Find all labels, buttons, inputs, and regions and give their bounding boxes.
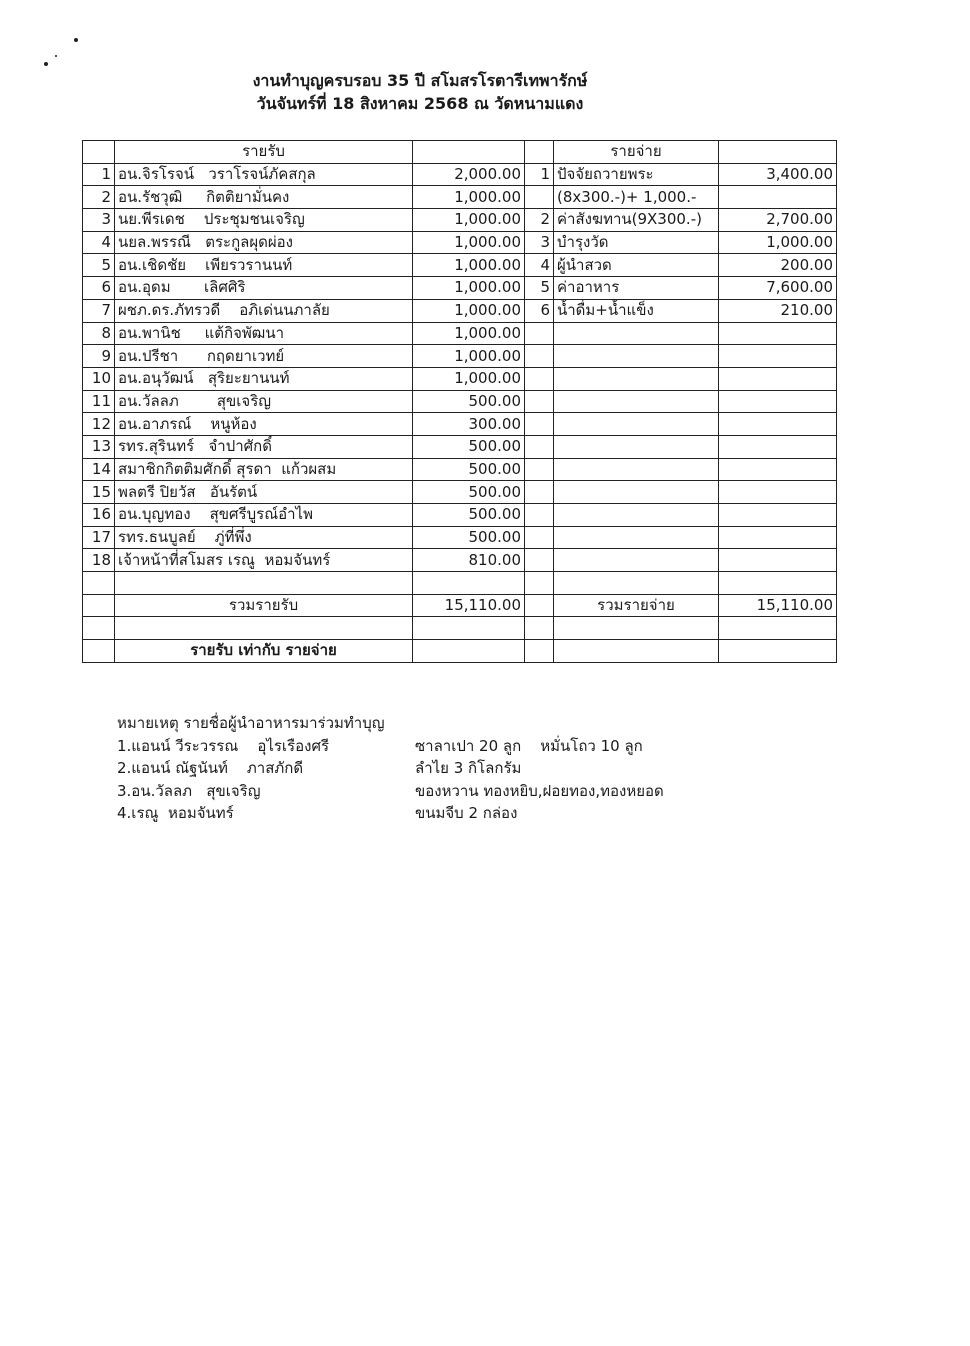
table-row — [83, 254, 837, 277]
income-amount: 500.00 — [413, 526, 525, 549]
income-row-number: 4 — [83, 231, 115, 254]
notes-heading: หมายเหตุ รายชื่อผู้นำอาหารมาร่วมทำบุญ — [117, 714, 385, 732]
income-donor-name: นยล.พรรณี ตระกูลผุดผ่อง — [115, 231, 413, 254]
empty-cell — [719, 481, 837, 504]
income-row-number: 15 — [83, 481, 115, 504]
empty-cell — [719, 526, 837, 549]
income-amount: 1,000.00 — [413, 367, 525, 390]
empty-cell — [525, 481, 554, 504]
table-row — [83, 209, 837, 232]
income-row-number: 9 — [83, 345, 115, 368]
table-row — [83, 277, 837, 300]
income-donor-name: อน.อนุวัฒน์ สุริยะยานนท์ — [115, 367, 413, 390]
income-amount: 500.00 — [413, 458, 525, 481]
income-donor-name: สมาชิกกิตติมศักดิ์ สุรดา แก้วผสม — [115, 458, 413, 481]
income-donor-name: อน.รัชวุฒิ กิตติยามั่นคง — [115, 186, 413, 209]
expense-row-number: 3 — [525, 231, 554, 254]
income-amount: 1,000.00 — [413, 254, 525, 277]
income-donor-name: รทร.สุรินทร์ จำปาศักดิ์ — [115, 435, 413, 458]
empty-cell — [719, 640, 837, 663]
empty-cell — [115, 617, 413, 640]
expense-amount-header — [719, 141, 837, 164]
empty-cell — [83, 640, 115, 663]
expense-amount: 3,400.00 — [719, 163, 837, 186]
empty-cell — [525, 435, 554, 458]
income-donor-name: อน.อุดม เลิศศิริ — [115, 277, 413, 300]
expense-no-header — [525, 141, 554, 164]
empty-cell — [719, 617, 837, 640]
income-amount: 500.00 — [413, 435, 525, 458]
income-donor-name: ผชภ.ดร.ภัทรวดี อภิเด่นนภาลัย — [115, 299, 413, 322]
empty-cell — [525, 640, 554, 663]
expense-row-number: 4 — [525, 254, 554, 277]
scan-speck — [55, 55, 57, 57]
empty-cell — [525, 367, 554, 390]
income-row-number: 14 — [83, 458, 115, 481]
income-amount: 1,000.00 — [413, 231, 525, 254]
income-donor-name: อน.บุญทอง สุขศรีบูรณ์อำไพ — [115, 504, 413, 527]
income-row-number: 13 — [83, 435, 115, 458]
income-row-number: 17 — [83, 526, 115, 549]
empty-cell — [719, 458, 837, 481]
empty-cell — [719, 572, 837, 595]
empty-cell — [719, 345, 837, 368]
empty-cell — [83, 617, 115, 640]
table-row — [83, 367, 837, 390]
income-donor-name: อน.ปรีชา กฤดยาเวทย์ — [115, 345, 413, 368]
balance-statement: รายรับ เท่ากับ รายจ่าย — [115, 640, 413, 663]
expense-header: รายจ่าย — [554, 141, 719, 164]
empty-cell — [554, 526, 719, 549]
empty-cell — [719, 549, 837, 572]
expense-amount: 1,000.00 — [719, 231, 837, 254]
empty-cell — [525, 345, 554, 368]
income-donor-name: อน.อาภรณ์ หนูห้อง — [115, 413, 413, 436]
note-food: ของหวาน ทองหยิบ,ฝอยทอง,ทองหยอด — [415, 781, 664, 800]
expense-total: 15,110.00 — [719, 594, 837, 617]
table-row — [83, 231, 837, 254]
empty-cell — [554, 390, 719, 413]
income-amount: 1,000.00 — [413, 209, 525, 232]
empty-cell — [719, 367, 837, 390]
income-row-number: 12 — [83, 413, 115, 436]
income-row-number: 8 — [83, 322, 115, 345]
empty-cell — [554, 367, 719, 390]
empty-cell — [554, 345, 719, 368]
empty-cell — [525, 572, 554, 595]
table-row — [83, 435, 837, 458]
empty-cell — [554, 458, 719, 481]
income-donor-name: อน.จิรโรจน์ วราโรจน์ภัคสกุล — [115, 163, 413, 186]
note-food: ขนมจีบ 2 กล่อง — [415, 804, 518, 822]
expense-amount: 210.00 — [719, 299, 837, 322]
expense-row-number: 1 — [525, 163, 554, 186]
empty-cell — [525, 549, 554, 572]
income-amount: 810.00 — [413, 549, 525, 572]
note-item — [117, 802, 817, 825]
income-amount: 1,000.00 — [413, 322, 525, 345]
income-row-number: 1 — [83, 163, 115, 186]
empty-cell — [719, 390, 837, 413]
income-no-header — [83, 141, 115, 164]
income-amount-header — [413, 141, 525, 164]
expense-item: ค่าอาหาร — [554, 277, 719, 300]
income-row-number: 3 — [83, 209, 115, 232]
table-row — [83, 186, 837, 209]
empty-cell — [525, 390, 554, 413]
document-subtitle: วันจันทร์ที่ 18 สิงหาคม 2568 ณ วัดหนามแดง — [256, 94, 584, 113]
income-donor-name: อน.พานิช แต้กิจพัฒนา — [115, 322, 413, 345]
income-amount: 1,000.00 — [413, 186, 525, 209]
empty-cell — [554, 640, 719, 663]
empty-cell — [554, 435, 719, 458]
table-row — [83, 549, 837, 572]
table-row — [83, 390, 837, 413]
table-row — [83, 481, 837, 504]
income-donor-name: นย.พีรเดช ประชุมชนเจริญ — [115, 209, 413, 232]
income-row-number: 10 — [83, 367, 115, 390]
empty-cell — [525, 322, 554, 345]
expense-item: น้ำดื่ม+น้ำแข็ง — [554, 299, 719, 322]
expense-row-number: 6 — [525, 299, 554, 322]
expense-item: บำรุงวัด — [554, 231, 719, 254]
note-donor: 1.แอนน์ วีระวรรณ อุไรเรืองศรี — [117, 736, 330, 755]
scan-speck — [44, 62, 48, 66]
table-row — [83, 299, 837, 322]
empty-cell — [83, 572, 115, 595]
empty-cell — [525, 526, 554, 549]
empty-cell — [719, 504, 837, 527]
income-row-number: 6 — [83, 277, 115, 300]
income-donor-name: เจ้าหน้าที่สโมสร เรณู หอมจันทร์ — [115, 549, 413, 572]
note-item — [117, 780, 817, 803]
income-total: 15,110.00 — [413, 594, 525, 617]
income-total-label: รวมรายรับ — [115, 594, 413, 617]
expense-item: ผู้นำสวด — [554, 254, 719, 277]
expense-item: ปัจจัยถวายพระ — [554, 163, 719, 186]
table-row — [83, 572, 837, 595]
empty-cell — [413, 617, 525, 640]
income-row-number: 2 — [83, 186, 115, 209]
empty-cell — [413, 572, 525, 595]
empty-cell — [525, 594, 554, 617]
empty-cell — [554, 322, 719, 345]
expense-amount: 7,600.00 — [719, 277, 837, 300]
income-row-number: 11 — [83, 390, 115, 413]
income-row-number: 16 — [83, 504, 115, 527]
empty-cell — [83, 594, 115, 617]
note-donor: 3.อน.วัลลภ สุขเจริญ — [117, 781, 261, 800]
note-item — [117, 757, 817, 780]
income-header: รายรับ — [115, 141, 413, 164]
income-amount: 300.00 — [413, 413, 525, 436]
table-row — [83, 163, 837, 186]
note-donor: 4.เรณู หอมจันทร์ — [117, 804, 234, 822]
expense-row-number — [525, 186, 554, 209]
empty-cell — [525, 504, 554, 527]
empty-cell — [525, 413, 554, 436]
empty-cell — [554, 617, 719, 640]
balance-row — [83, 640, 837, 663]
expense-amount: 2,700.00 — [719, 209, 837, 232]
note-donor: 2.แอนน์ ณัฐนันท์ ภาสภักดี — [117, 759, 304, 777]
expense-item: (8x300.-)+ 1,000.- — [554, 186, 719, 209]
empty-cell — [719, 413, 837, 436]
income-donor-name: อน.วัลลภ สุขเจริญ — [115, 390, 413, 413]
table-row — [83, 617, 837, 640]
empty-cell — [554, 481, 719, 504]
table-row — [83, 322, 837, 345]
income-amount: 500.00 — [413, 481, 525, 504]
income-donor-name: พลตรี ปิยวัส อันรัตน์ — [115, 481, 413, 504]
table-row — [83, 345, 837, 368]
empty-cell — [554, 549, 719, 572]
income-expense-table — [82, 140, 837, 663]
notes-section — [117, 712, 817, 825]
expense-amount — [719, 186, 837, 209]
scan-speck — [74, 38, 78, 42]
empty-cell — [719, 322, 837, 345]
table-row — [83, 458, 837, 481]
empty-cell — [525, 458, 554, 481]
empty-cell — [413, 640, 525, 663]
income-row-number: 7 — [83, 299, 115, 322]
expense-item: ค่าสังฆทาน(9X300.-) — [554, 209, 719, 232]
income-amount: 500.00 — [413, 504, 525, 527]
document-title: งานทำบุญครบรอบ 35 ปี สโมสรโรตารีเทพารักษ์ — [252, 71, 588, 90]
empty-cell — [554, 413, 719, 436]
income-amount: 2,000.00 — [413, 163, 525, 186]
income-donor-name: อน.เชิดชัย เพียรวรานนท์ — [115, 254, 413, 277]
empty-cell — [525, 617, 554, 640]
empty-cell — [554, 572, 719, 595]
table-header-row — [83, 141, 837, 164]
empty-cell — [719, 435, 837, 458]
expense-total-label: รวมรายจ่าย — [554, 594, 719, 617]
empty-cell — [115, 572, 413, 595]
income-amount: 500.00 — [413, 390, 525, 413]
income-row-number: 18 — [83, 549, 115, 572]
note-food: ซาลาเปา 20 ลูก หมั่นโถว 10 ลูก — [415, 736, 643, 755]
income-donor-name: รทร.ธนบูลย์ ภู่ที่พึ่ง — [115, 526, 413, 549]
note-item — [117, 735, 817, 758]
table-row — [83, 413, 837, 436]
expense-row-number: 2 — [525, 209, 554, 232]
empty-cell — [554, 504, 719, 527]
table-row — [83, 526, 837, 549]
expense-amount: 200.00 — [719, 254, 837, 277]
expense-row-number: 5 — [525, 277, 554, 300]
note-food: ลำไย 3 กิโลกรัม — [415, 759, 522, 777]
income-amount: 1,000.00 — [413, 345, 525, 368]
income-amount: 1,000.00 — [413, 277, 525, 300]
income-amount: 1,000.00 — [413, 299, 525, 322]
table-row — [83, 504, 837, 527]
income-row-number: 5 — [83, 254, 115, 277]
totals-row — [83, 594, 837, 617]
